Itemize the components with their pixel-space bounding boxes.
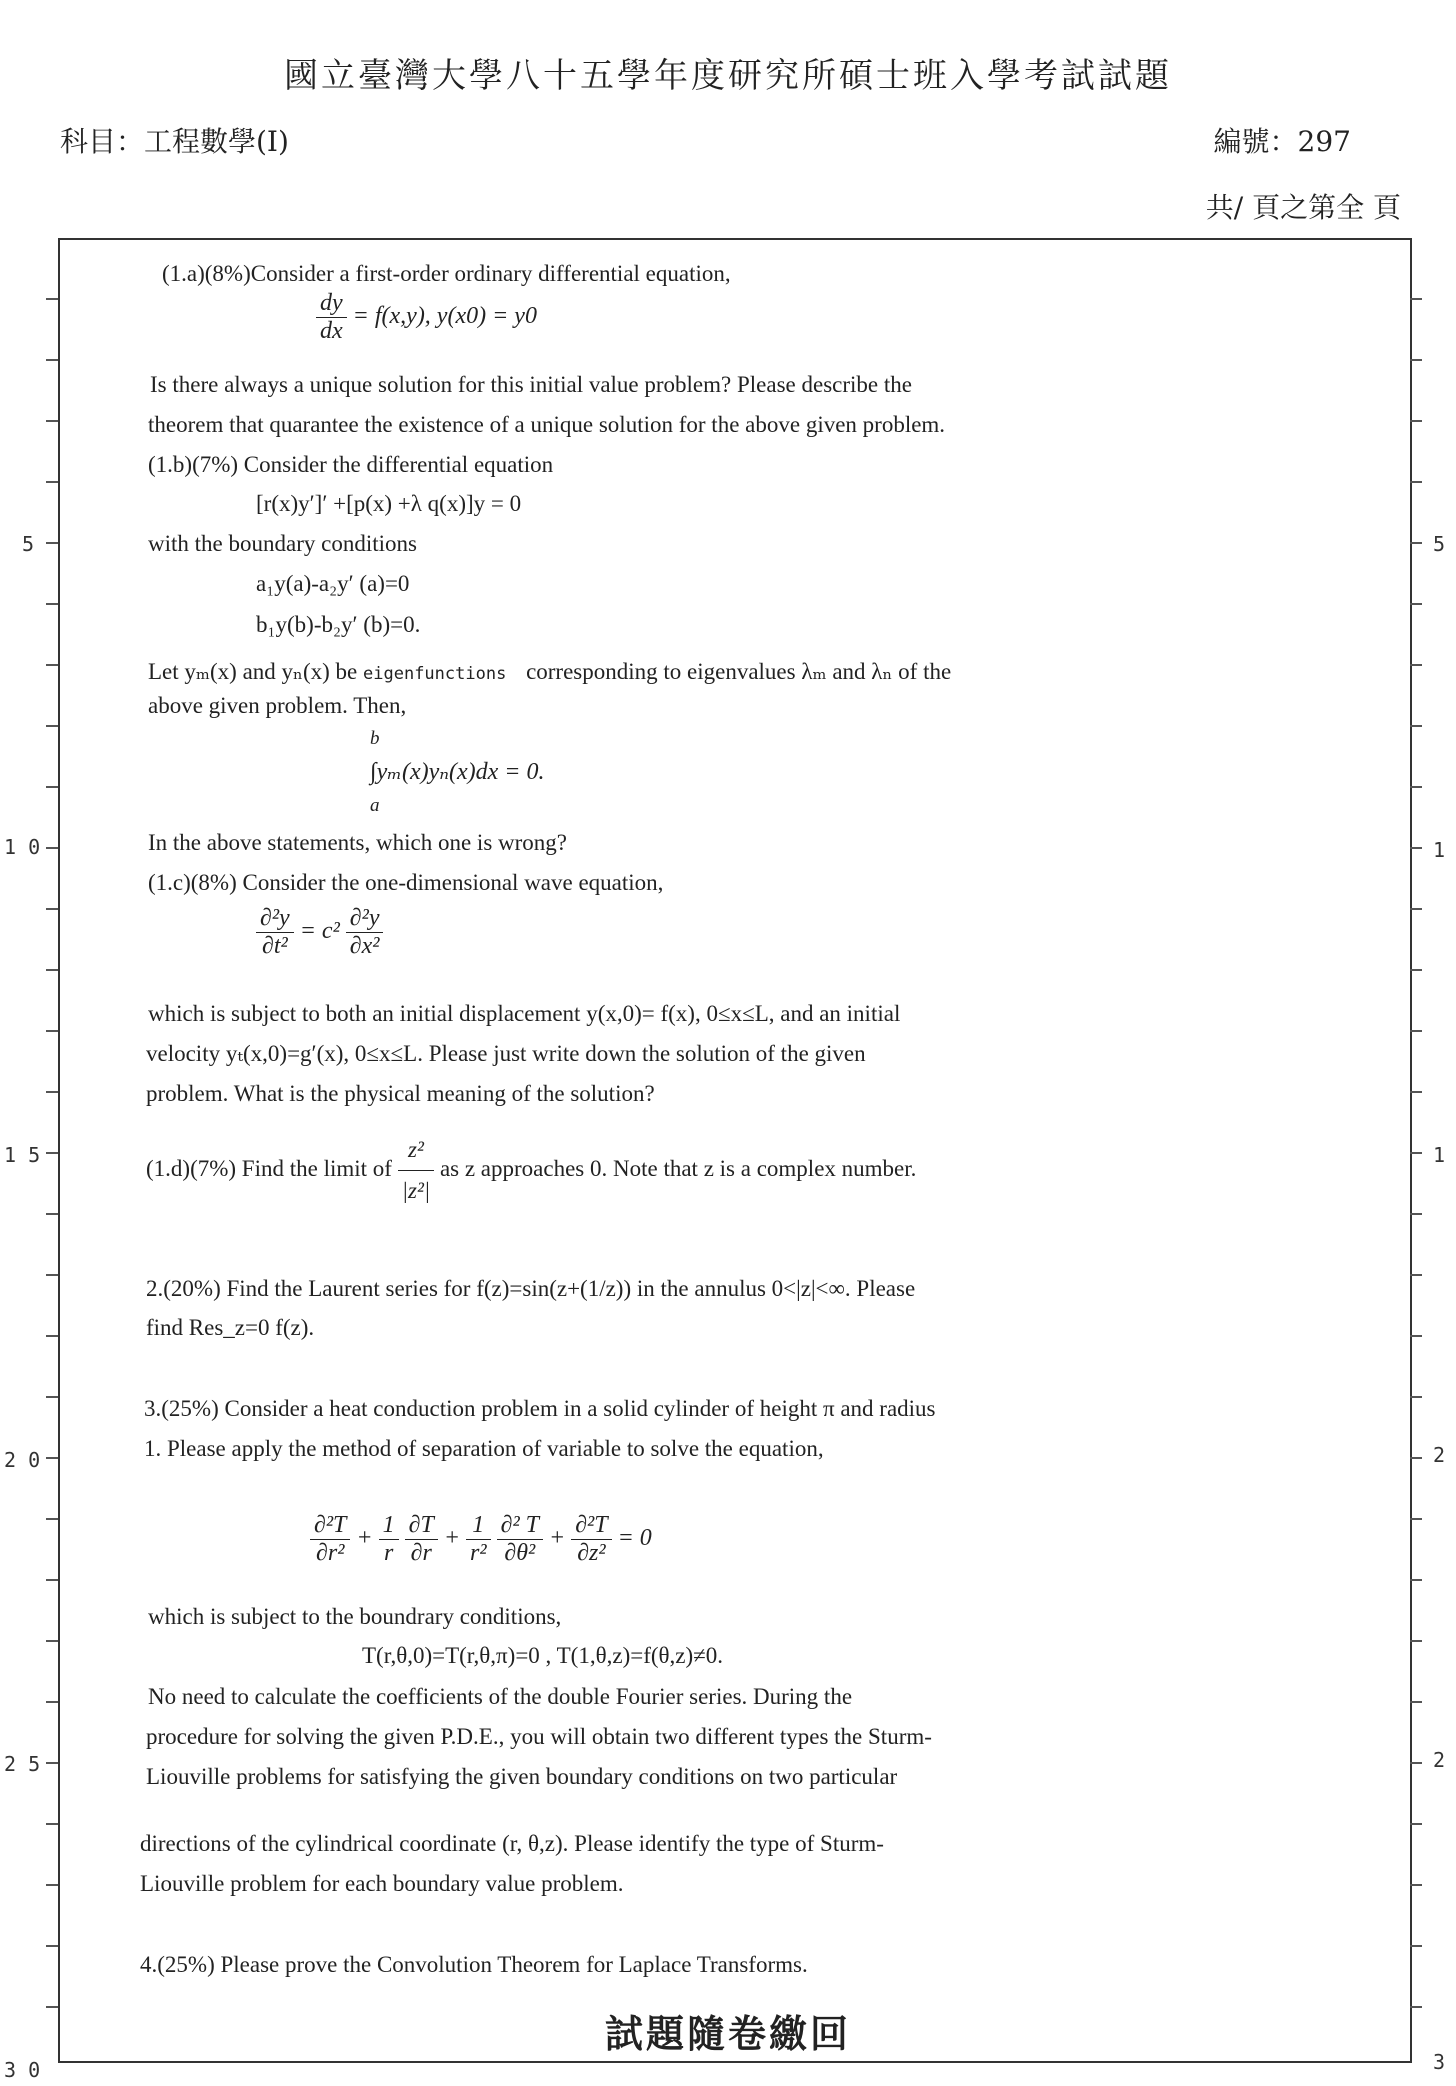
q2-line2: find Res_z=0 f(z). <box>146 1315 315 1340</box>
q1d-num: z² <box>398 1130 435 1171</box>
margin-tick <box>46 298 58 300</box>
margin-tick <box>46 1091 58 1093</box>
q1c-equation <box>256 905 383 960</box>
margin-tick <box>1410 1518 1422 1520</box>
q1b-integral: ∫yₘ(x)yₙ(x)dx = 0. <box>370 759 545 785</box>
q3-t1-num: ∂²T <box>310 1512 350 1540</box>
margin-number-left: 5 <box>22 532 35 556</box>
margin-number-right: 5 <box>1433 532 1446 556</box>
margin-number-left: 2 0 <box>4 1448 41 1472</box>
q3-line1: 3.(25%) Consider a heat conduction problem in a solid cylinder of height π and radius <box>144 1396 936 1421</box>
q3-line7: Liouville problem for each boundary value problem. <box>140 1871 624 1896</box>
margin-number-right: 3 <box>1433 2050 1446 2074</box>
margin-tick <box>1410 1823 1422 1825</box>
q3-bc: T(r,θ,0)=T(r,θ,π)=0 , T(1,θ,z)=f(θ,z)≠0. <box>362 1643 724 1668</box>
q3-t3-num: ∂² T <box>497 1512 543 1540</box>
q2-line1: 2.(20%) Find the Laurent series for f(z)=sin(z+(1/z)) in the annulus 0<|z|<∞. Please <box>146 1276 916 1301</box>
margin-tick <box>1410 1396 1422 1398</box>
margin-tick <box>1410 1335 1422 1337</box>
q3-line3: No need to calculate the coefficients of the double Fourier series. During the <box>148 1684 853 1709</box>
margin-tick <box>46 1457 58 1459</box>
margin-tick <box>46 847 58 849</box>
margin-tick <box>1410 481 1422 483</box>
margin-number-left: 3 0 <box>4 2058 41 2082</box>
margin-tick <box>46 1640 58 1642</box>
margin-tick <box>1410 1701 1422 1703</box>
q1d-pre: (1.d)(7%) Find the limit of <box>146 1155 392 1181</box>
q3-line5: Liouville problems for satisfying the given boundary conditions on two particular <box>146 1764 898 1789</box>
q1a-eq-num: dy <box>316 290 347 318</box>
margin-tick <box>1410 1213 1422 1215</box>
q3-plus2: + <box>443 1525 461 1552</box>
margin-tick <box>46 420 58 422</box>
q3-t4-num: ∂²T <box>571 1512 611 1540</box>
margin-number-left: 1 5 <box>4 1143 41 1167</box>
margin-tick <box>46 1274 58 1276</box>
margin-tick <box>46 1396 58 1398</box>
margin-tick <box>46 1213 58 1215</box>
q1c-rhs-den: ∂x² <box>349 933 380 959</box>
margin-number-left: 2 5 <box>4 1752 41 1776</box>
q3-c3-num: 1 <box>466 1512 491 1540</box>
margin-tick <box>1410 847 1422 849</box>
q3-t2-den: ∂r <box>410 1540 432 1566</box>
q1b-equation: [r(x)y′]′ +[p(x) +λ q(x)]y = 0 <box>256 491 522 516</box>
q3-eq-end: = 0 <box>617 1525 652 1552</box>
margin-tick <box>46 359 58 361</box>
margin-tick <box>46 969 58 971</box>
margin-tick <box>1410 542 1422 544</box>
margin-tick <box>1410 1762 1422 1764</box>
margin-tick <box>46 542 58 544</box>
margin-tick <box>46 1762 58 1764</box>
margin-tick <box>1410 786 1422 788</box>
margin-tick <box>1410 969 1422 971</box>
margin-tick <box>1410 603 1422 605</box>
exam-title: 國立臺灣大學八十五學年度研究所碩士班入學考試試題 <box>284 56 1172 96</box>
q1a-equation <box>316 290 537 345</box>
margin-tick <box>46 1152 58 1154</box>
q1d-den: |z²| <box>401 1178 431 1203</box>
q3-t2-num: ∂T <box>405 1512 438 1540</box>
q3-line4: procedure for solving the given P.D.E., you will obtain two different types the Sturm- <box>146 1724 932 1749</box>
q1c-mid: = c² <box>299 918 340 945</box>
q1b-bc-intro: with the boundary conditions <box>148 531 417 556</box>
q1c-rhs-num: ∂²y <box>346 905 384 933</box>
margin-tick <box>1410 1091 1422 1093</box>
q1c-lhs-num: ∂²y <box>256 905 294 933</box>
q1d-line <box>146 1130 916 1211</box>
q1b-bc1: a₁y(a)-a₂y′ (a)=0 <box>256 571 410 596</box>
margin-tick <box>1410 1274 1422 1276</box>
margin-tick <box>46 664 58 666</box>
q3-line2: 1. Please apply the method of separation of variable to solve the equation, <box>144 1436 824 1461</box>
q3-bc-intro: which is subject to the boundrary conditions, <box>148 1604 562 1629</box>
q3-t1-den: ∂r² <box>316 1540 345 1566</box>
q3-line6: directions of the cylindrical coordinate (r, θ,z). Please identify the type of Sturm- <box>140 1831 884 1856</box>
margin-tick <box>1410 420 1422 422</box>
margin-number-right: 2 <box>1433 1443 1446 1467</box>
subject-label: 科目：工程數學(I) <box>60 125 289 158</box>
q3-plus1: + <box>356 1525 373 1552</box>
q1b-int-lower: a <box>370 795 380 816</box>
return-stamp: 試題隨卷繳回 <box>604 2011 851 2056</box>
margin-number-left: 1 0 <box>4 835 41 859</box>
margin-tick <box>1410 664 1422 666</box>
page-info: 共/ 頁之第全 頁 <box>1205 191 1401 224</box>
margin-tick <box>1410 1640 1422 1642</box>
margin-tick <box>1410 1945 1422 1947</box>
q1c-lhs-den: ∂t² <box>261 933 288 959</box>
q1b-let-c: corresponding to eigenvalues λₘ and λₙ of the <box>526 659 952 684</box>
q1b-int-upper: b <box>370 728 380 749</box>
q1c-line2: velocity yₜ(x,0)=g′(x), 0≤x≤L. Please just write down the solution of the given <box>146 1041 866 1066</box>
margin-tick <box>46 1823 58 1825</box>
margin-tick <box>1410 359 1422 361</box>
margin-tick <box>1410 1579 1422 1581</box>
margin-tick <box>1410 725 1422 727</box>
q3-t3-den: ∂θ² <box>504 1540 536 1566</box>
margin-tick <box>46 1701 58 1703</box>
exam-code: 編號：297 <box>1213 125 1351 158</box>
margin-number-right: 1 <box>1433 1143 1446 1167</box>
q1a-line1: Is there always a unique solution for this initial value problem? Please describe the <box>150 372 912 397</box>
margin-tick <box>1410 1030 1422 1032</box>
q3-plus3: + <box>548 1525 566 1552</box>
q1c-line1: which is subject to both an initial displacement y(x,0)= f(x), 0≤x≤L, and an initial <box>148 1001 901 1026</box>
margin-tick <box>1410 298 1422 300</box>
margin-tick <box>46 1335 58 1337</box>
margin-tick <box>46 1030 58 1032</box>
q1b-let-a: Let yₘ(x) and yₙ(x) be <box>148 659 358 684</box>
margin-tick <box>46 1945 58 1947</box>
margin-tick <box>46 725 58 727</box>
margin-tick <box>46 786 58 788</box>
margin-tick <box>1410 1457 1422 1459</box>
margin-number-right: 2 <box>1433 1748 1446 1772</box>
margin-tick <box>1410 1884 1422 1886</box>
q1a-line2: theorem that quarantee the existence of a unique solution for the above given problem. <box>148 412 946 437</box>
q3-t4-den: ∂z² <box>577 1540 606 1566</box>
q1a-intro: (1.a)(8%)Consider a first-order ordinary differential equation, <box>162 261 731 286</box>
margin-tick <box>1410 1152 1422 1154</box>
q3-c2-den: r <box>383 1540 394 1566</box>
margin-tick <box>46 603 58 605</box>
q3-c3-den: r² <box>470 1540 487 1566</box>
q1c-line3: problem. What is the physical meaning of the solution? <box>146 1081 655 1106</box>
q1a-eq-rest: = f(x,y), y(x0) = y0 <box>352 303 537 330</box>
q1b-question: In the above statements, which one is wrong? <box>148 830 567 855</box>
q3-equation <box>310 1512 652 1567</box>
margin-tick <box>46 1884 58 1886</box>
margin-tick <box>46 481 58 483</box>
q1d-post: as z approaches 0. Note that z is a complex number. <box>439 1155 917 1181</box>
q1b-let-line <box>148 658 951 688</box>
q1c-intro: (1.c)(8%) Consider the one-dimensional wave equation, <box>148 870 664 895</box>
q1b-let-b: eigenfunctions <box>363 664 507 684</box>
margin-tick <box>46 1579 58 1581</box>
margin-tick <box>1410 908 1422 910</box>
q4-line1: 4.(25%) Please prove the Convolution Theorem for Laplace Transforms. <box>140 1952 808 1977</box>
margin-tick <box>46 1518 58 1520</box>
margin-number-right: 1 <box>1433 838 1446 862</box>
q1a-eq-den: dx <box>320 318 343 344</box>
margin-tick <box>46 908 58 910</box>
q3-c2-num: 1 <box>379 1512 399 1540</box>
q1b-bc2: b₁y(b)-b₂y′ (b)=0. <box>256 612 421 637</box>
q1b-line2: above given problem. Then, <box>148 693 407 718</box>
q1b-intro: (1.b)(7%) Consider the differential equation <box>148 452 554 477</box>
